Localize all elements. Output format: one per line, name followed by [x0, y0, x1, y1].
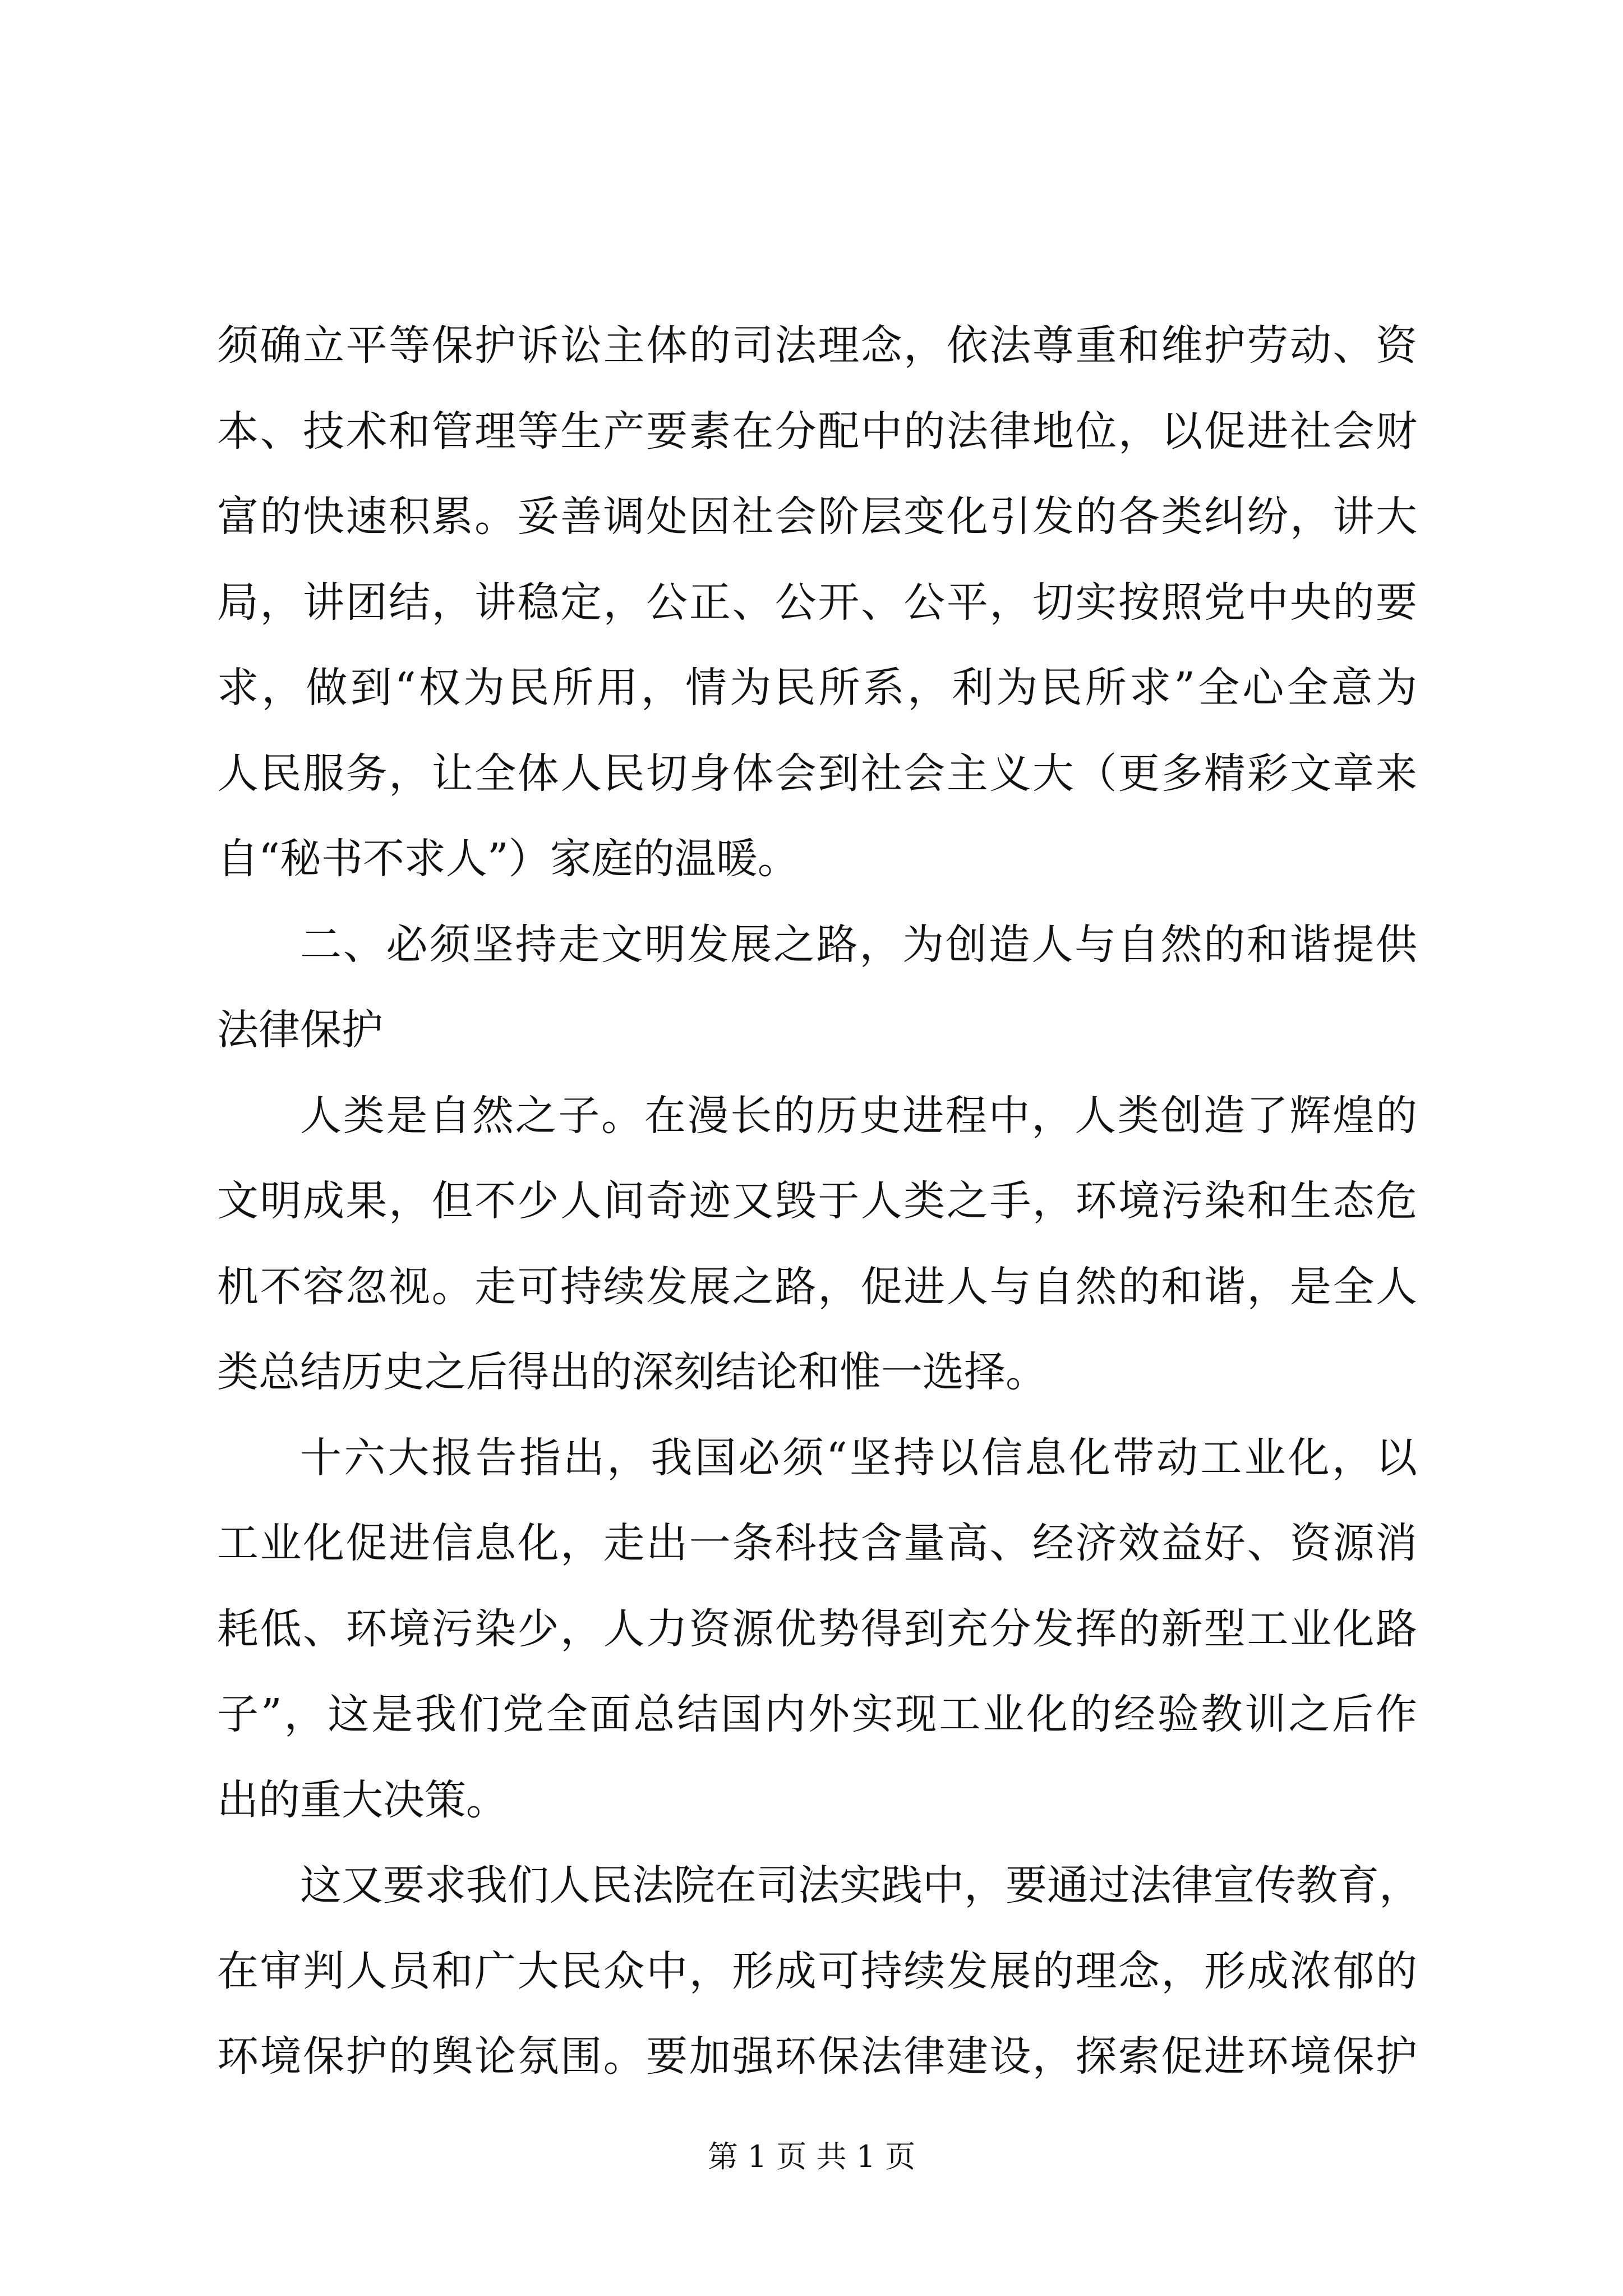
- page-footer: 第 1 页 共 1 页: [707, 2139, 916, 2174]
- text-line: 二、必须坚持走文明发展之路，为创造人与自然的和谐提供: [300, 920, 1417, 969]
- text-line: 求，做到“权为民所用，情为民所系，利为民所求”全心全意为: [217, 664, 1417, 712]
- text-line: 人民服务，让全体人民切身体会到社会主义大（更多精彩文章来: [217, 749, 1417, 798]
- text-line: 文明成果，但不少人间奇迹又毁于人类之手，环境污染和生态危: [217, 1177, 1417, 1225]
- text-line: 子”，这是我们党全面总结国内外实现工业化的经验教训之后作: [217, 1690, 1417, 1738]
- text-line: 这又要求我们人民法院在司法实践中，要通过法律宣传教育，: [300, 1861, 1421, 1910]
- text-line: 人类是自然之子。在漫长的历史进程中，人类创造了辉煌的: [300, 1091, 1417, 1140]
- text-line: 机不容忽视。走可持续发展之路，促进人与自然的和谐，是全人: [217, 1262, 1417, 1311]
- document-body: [217, 303, 1421, 2100]
- text-line: 富的快速积累。妥善调处因社会阶层变化引发的各类纠纷，讲大: [217, 493, 1417, 541]
- text-line: 自“秘书不求人”）家庭的温暖。: [217, 835, 799, 883]
- text-line: 本、技术和管理等生产要素在分配中的法律地位，以促进社会财: [217, 407, 1417, 455]
- text-line: 须确立平等保护诉讼主体的司法理念，依法尊重和维护劳动、资: [217, 321, 1417, 370]
- text-line: 局，讲团结，讲稳定，公正、公开、公平，切实按照党中央的要: [217, 578, 1417, 627]
- text-line: 出的重大决策。: [217, 1775, 508, 1824]
- text-line: 法律保护: [217, 1006, 383, 1054]
- text-line: 在审判人员和广大民众中，形成可持续发展的理念，形成浓郁的: [217, 1947, 1417, 1995]
- text-line: 十六大报告指出，我国必须“坚持以信息化带动工业化，以: [300, 1433, 1417, 1482]
- text-line: 类总结历史之后得出的深刻结论和惟一选择。: [217, 1348, 1047, 1396]
- text-line: 耗低、环境污染少，人力资源优势得到充分发挥的新型工业化路: [217, 1604, 1417, 1653]
- text-line: 环境保护的舆论氛围。要加强环保法律建设，探索促进环境保护: [217, 2032, 1417, 2081]
- text-line: 工业化促进信息化，走出一条科技含量高、经济效益好、资源消: [217, 1519, 1417, 1567]
